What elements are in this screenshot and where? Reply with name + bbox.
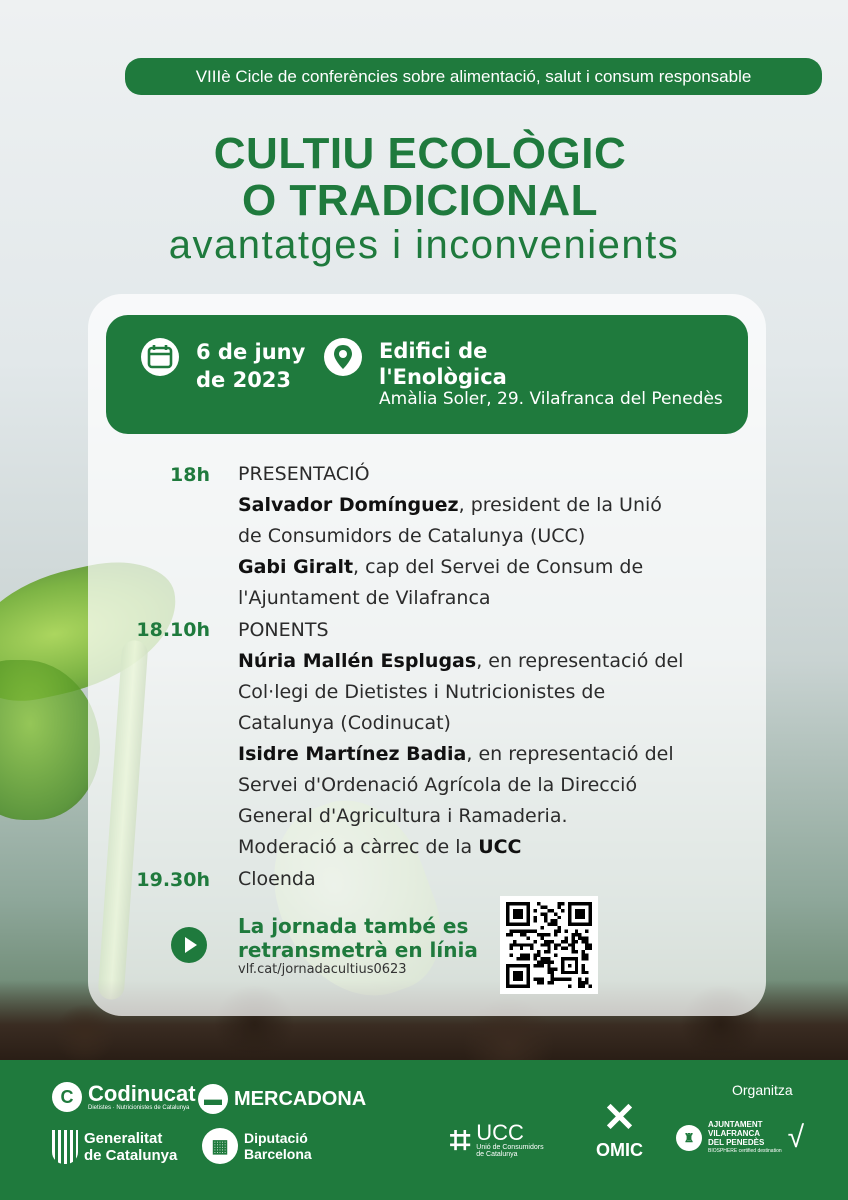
event-date <box>196 338 305 394</box>
title-line-1: CULTIU ECOLÒGIC <box>213 129 627 178</box>
play-icon[interactable] <box>170 926 208 964</box>
ajuntament-line-1: AJUNTAMENT <box>708 1120 763 1129</box>
speaker-line <box>238 739 674 770</box>
speaker-role: , en representació del <box>466 743 674 765</box>
speaker-role-line: de Consumidors de Catalunya (UCC) <box>238 525 586 547</box>
section-cloenda: Cloenda <box>238 868 316 890</box>
time-cloenda: 19.30h <box>136 869 210 891</box>
speaker-role-line: l'Ajuntament de Vilafranca <box>238 587 491 609</box>
speaker-line <box>238 552 643 583</box>
calendar-icon <box>140 337 180 377</box>
generalitat-logo <box>52 1130 177 1164</box>
date-line-1: 6 de juny <box>196 340 306 364</box>
sponsors-footer <box>0 1060 848 1200</box>
mercadona-logo <box>198 1084 366 1114</box>
speaker-role: , en representació del <box>476 650 684 672</box>
moderation-org: UCC <box>478 836 522 858</box>
ucc-name: UCC <box>476 1120 524 1145</box>
qr-code[interactable] <box>500 896 598 994</box>
biosphere-label: BIOSPHERE certified destination <box>708 1148 782 1154</box>
time-ponents: 18.10h <box>136 619 210 641</box>
venue-address: Amàlia Soler, 29. Vilafranca del Penedès <box>379 389 723 409</box>
title-line-2: O TRADICIONAL <box>241 176 599 225</box>
moderation-line <box>238 832 522 863</box>
diputacio-line-2: Barcelona <box>244 1146 312 1162</box>
cycle-banner: VIIIè Cicle de conferències sobre alimentació, salut i consum responsable <box>125 58 822 95</box>
section-ponents: PONENTS <box>238 619 329 641</box>
mercadona-name: MERCADONA <box>234 1087 367 1110</box>
speaker-name: Salvador Domínguez <box>238 494 459 516</box>
ucc-logo <box>450 1119 544 1160</box>
location-pin-icon <box>323 337 363 377</box>
codinucat-subtitle: Dietistes · Nutricionistes de Catalunya <box>88 1105 190 1111</box>
ucc-subtitle-1: Unió de Consumidors <box>476 1144 544 1151</box>
ajuntament-logo <box>676 1120 804 1156</box>
speaker-line <box>238 490 662 521</box>
diputacio-shield-icon: ▦ <box>202 1128 238 1164</box>
town-shield-icon: ♜ <box>676 1125 702 1151</box>
stream-line-1: La jornada també es <box>238 914 469 938</box>
codinucat-name: Codinucat <box>88 1081 196 1106</box>
omic-logo <box>596 1098 643 1161</box>
subtitle: avantatges i inconvenients <box>168 223 680 267</box>
codinucat-icon: C <box>52 1082 82 1112</box>
ucc-icon: ⌗ <box>450 1119 471 1160</box>
ucc-subtitle-2: de Catalunya <box>476 1151 518 1158</box>
speaker-role: , president de la Unió <box>458 494 662 516</box>
venue-name <box>379 338 507 390</box>
venue-line-1: Edifici de <box>379 339 488 363</box>
v-logo-icon: √ <box>787 1121 805 1154</box>
generalitat-line-2: de Catalunya <box>84 1147 178 1164</box>
speaker-name: Isidre Martínez Badia <box>238 743 467 765</box>
omic-name: OMIC <box>596 1140 643 1160</box>
basket-icon: ▬ <box>198 1084 228 1114</box>
organizer-label: Organitza <box>732 1082 793 1098</box>
omic-icon: ✕ <box>602 1096 637 1140</box>
speaker-line <box>238 646 683 677</box>
stream-notice <box>238 914 478 962</box>
section-presentacio: PRESENTACIÓ <box>238 463 370 485</box>
speaker-name: Gabi Giralt <box>238 556 354 578</box>
generalitat-line-1: Generalitat <box>84 1130 163 1147</box>
codinucat-logo <box>52 1082 196 1112</box>
stream-line-2: retransmetrà en línia <box>238 938 478 962</box>
diputacio-line-1: Diputació <box>244 1130 308 1146</box>
diputacio-logo <box>202 1128 312 1164</box>
speaker-name: Núria Mallén Esplugas <box>238 650 477 672</box>
moderation-text: Moderació a càrrec de la <box>238 836 479 858</box>
date-line-2: de 2023 <box>196 368 292 392</box>
speaker-role-line: General d'Agricultura i Ramaderia. <box>238 805 568 827</box>
senyera-icon <box>52 1130 78 1164</box>
stream-url[interactable]: vlf.cat/jornadacultius0623 <box>238 962 407 977</box>
ajuntament-line-3: DEL PENEDÈS <box>708 1138 765 1147</box>
time-presentation: 18h <box>170 464 210 486</box>
venue-line-2: l'Enològica <box>379 365 507 389</box>
speaker-role-line: Catalunya (Codinucat) <box>238 712 451 734</box>
speaker-role: , cap del Servei de Consum de <box>353 556 644 578</box>
speaker-role-line: Servei d'Ordenació Agrícola de la Direcció <box>238 774 638 796</box>
speaker-role-line: Col·legi de Dietistes i Nutricionistes de <box>238 681 606 703</box>
ajuntament-line-2: VILAFRANCA <box>708 1129 760 1138</box>
